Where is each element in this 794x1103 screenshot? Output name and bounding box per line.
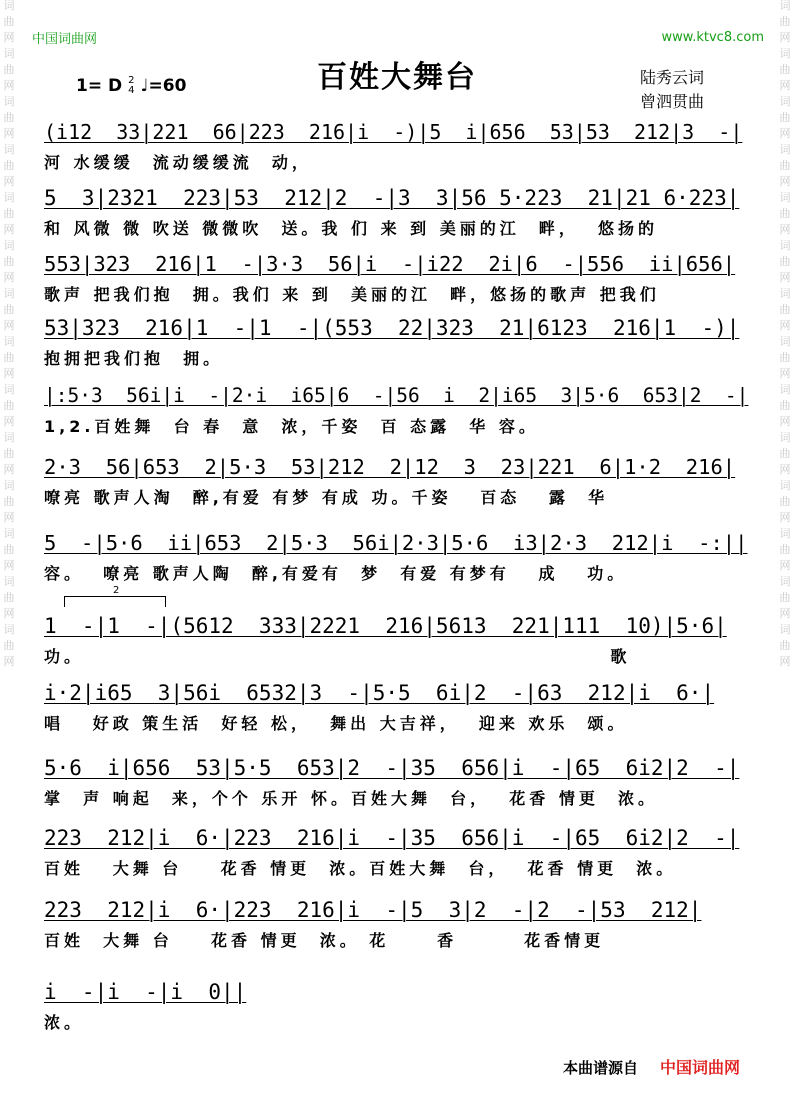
watermark-char: 网	[779, 271, 791, 284]
watermark-char: 曲	[3, 15, 15, 28]
watermark-char: 词	[779, 191, 791, 204]
footer-source: 本曲谱源自	[563, 1059, 639, 1077]
lyric-line: 掌 声 响起 来，个个 乐开 怀。百姓大舞 台， 花香 情更 浓。	[44, 789, 658, 808]
watermark-char: 词	[3, 239, 15, 252]
site-name[interactable]: 中国词曲网	[32, 32, 98, 47]
lyric-line: 功。 歌	[44, 647, 631, 666]
watermark-char: 曲	[779, 399, 791, 412]
watermark-char: 曲	[779, 255, 791, 268]
site-url[interactable]: www.ktvc8.com	[661, 30, 764, 45]
watermark-char: 网	[779, 511, 791, 524]
watermark-char: 词	[779, 575, 791, 588]
notation-line: 5 3|2321 223|53 212|2 -|3 3|56 5·223 21|21 6·223|	[44, 186, 740, 210]
footer-site[interactable]: 中国词曲网	[660, 1058, 741, 1077]
watermark-char: 词	[779, 0, 791, 12]
watermark-char: 曲	[779, 207, 791, 220]
watermark-char: 曲	[779, 15, 791, 28]
lyric-line: 浓。	[44, 1013, 85, 1032]
credits	[640, 66, 704, 114]
watermark-char: 网	[779, 655, 791, 668]
notation-line: 2·3 56|653 2|5·3 53|212 2|12 3 23|221 6|1·2 216|	[44, 455, 736, 479]
watermark-char: 网	[3, 127, 15, 140]
watermark-char: 曲	[3, 207, 15, 220]
watermark-char: 曲	[3, 255, 15, 268]
watermark-char: 曲	[779, 591, 791, 604]
watermark-char: 词	[779, 623, 791, 636]
watermark-char: 词	[3, 0, 15, 12]
watermark-char: 网	[3, 319, 15, 332]
watermark-char: 词	[3, 623, 15, 636]
time-signature	[128, 76, 134, 96]
notation-line: 223 212|i 6·|223 216|i -|5 3|2 -|2 -|53 212|	[44, 898, 702, 922]
lyric-line: 容。 嘹亮 歌声人陶 醉,有爱有 梦 有爱 有梦有 成 功。	[44, 564, 628, 583]
composer: 曾泗贯曲	[640, 92, 705, 111]
watermark-char: 词	[779, 527, 791, 540]
watermark-char: 词	[3, 335, 15, 348]
lyric-line: 百姓 大舞 台 花香 情更 浓。 花 香 花香情更	[44, 931, 605, 950]
watermark-char: 词	[3, 527, 15, 540]
notation-line: i·2|i65 3|56i 6532|3 -|5·5 6i|2 -|63 212|i 6·|	[44, 681, 715, 705]
time-top: 2	[128, 75, 135, 86]
watermark-char: 网	[779, 31, 791, 44]
watermark-char: 词	[3, 479, 15, 492]
watermark-char: 网	[3, 223, 15, 236]
watermark-char: 词	[3, 143, 15, 156]
watermark-char: 网	[779, 559, 791, 572]
watermark-char: 网	[3, 607, 15, 620]
watermark-char: 曲	[3, 111, 15, 124]
watermark-char: 词	[779, 431, 791, 444]
lyricist: 陆秀云词	[640, 68, 705, 87]
watermark-char: 曲	[3, 639, 15, 652]
watermark-char: 词	[3, 575, 15, 588]
watermark-char: 网	[3, 31, 15, 44]
watermark-char: 词	[779, 335, 791, 348]
watermark-char: 曲	[779, 111, 791, 124]
watermark-char: 词	[779, 239, 791, 252]
watermark-char: 词	[3, 383, 15, 396]
watermark-char: 网	[779, 367, 791, 380]
watermark-char: 网	[779, 175, 791, 188]
watermark-char: 曲	[779, 303, 791, 316]
watermark-char: 词	[3, 95, 15, 108]
side-watermark-right	[778, 0, 792, 1103]
lyric-line: 1,2.百姓舞 台 春 意 浓，千姿 百 态露 华 容。	[44, 417, 539, 436]
watermark-char: 网	[3, 175, 15, 188]
notation-line: |:5·3 56i|i -|2·i i65|6 -|56 i 2|i65 3|5·6 653|2 -|	[44, 384, 749, 407]
watermark-char: 词	[3, 431, 15, 444]
watermark-char: 词	[779, 47, 791, 60]
time-bottom: 4	[128, 85, 135, 96]
lyric-line: 百姓 大舞 台 花香 情更 浓。百姓大舞 台， 花香 情更 浓。	[44, 859, 677, 878]
notation-line: 1 -|1 -|(5612 333|2221 216|5613 221|111 10)|5·6|	[44, 614, 727, 638]
lyric-line: 抱拥把我们抱 拥。	[44, 349, 224, 368]
watermark-char: 网	[3, 655, 15, 668]
watermark-char: 词	[3, 287, 15, 300]
watermark-char: 曲	[3, 447, 15, 460]
lyric-line: 河 水缓缓 流动缓缓流 动，	[44, 153, 312, 172]
watermark-char: 曲	[779, 543, 791, 556]
tempo-marking: ♩=60	[140, 76, 187, 96]
watermark-char: 曲	[3, 303, 15, 316]
watermark-char: 词	[779, 479, 791, 492]
key-label: 1= D	[76, 76, 123, 96]
watermark-char: 词	[3, 191, 15, 204]
lyric-line: 唱 好政 策生活 好轻 松， 舞出 大吉祥， 迎来 欢乐 颂。	[44, 714, 628, 733]
watermark-char: 网	[3, 463, 15, 476]
lyric-line: 和 风微 微 吹送 微微吹 送。我 们 来 到 美丽的江 畔， 悠扬的	[44, 219, 658, 238]
watermark-char: 网	[779, 607, 791, 620]
lyric-line: 歌声 把我们抱 拥。我们 来 到 美丽的江 畔，悠扬的歌声 把我们	[44, 285, 660, 304]
footer	[563, 1055, 740, 1078]
watermark-char: 网	[779, 319, 791, 332]
notation-line: 553|323 216|1 -|3·3 56|i -|i22 2i|6 -|556 ii|656|	[44, 252, 736, 276]
watermark-char: 曲	[3, 399, 15, 412]
notation-line: 5·6 i|656 53|5·5 653|2 -|35 656|i -|65 6i2|2 -|	[44, 756, 740, 780]
watermark-char: 网	[779, 223, 791, 236]
watermark-char: 网	[3, 511, 15, 524]
watermark-char: 词	[779, 287, 791, 300]
page-title: 百姓大舞台	[317, 60, 477, 95]
watermark-char: 词	[779, 143, 791, 156]
notation-line: (i12 33|221 66|223 216|i -)|5 i|656 53|53 212|3 -|	[44, 120, 743, 144]
watermark-char: 曲	[3, 351, 15, 364]
watermark-char: 词	[3, 47, 15, 60]
watermark-char: 曲	[779, 159, 791, 172]
watermark-char: 曲	[3, 591, 15, 604]
watermark-char: 网	[3, 415, 15, 428]
volta-bracket	[64, 585, 166, 607]
key-signature	[76, 76, 186, 96]
notation-line: i -|i -|i 0||	[44, 980, 247, 1004]
watermark-char: 曲	[3, 159, 15, 172]
watermark-char: 曲	[779, 447, 791, 460]
notation-line: 53|323 216|1 -|1 -|(553 22|323 21|6123 216|1 -)|	[44, 316, 740, 340]
watermark-char: 曲	[3, 63, 15, 76]
watermark-char: 曲	[779, 639, 791, 652]
watermark-char: 曲	[779, 495, 791, 508]
notation-line: 223 212|i 6·|223 216|i -|35 656|i -|65 6i2|2 -|	[44, 826, 740, 850]
watermark-char: 网	[3, 79, 15, 92]
watermark-char: 网	[779, 79, 791, 92]
notation-line: 5 -|5·6 ii|653 2|5·3 56i|2·3|5·6 i3|2·3 212|i -:||	[44, 531, 748, 555]
watermark-char: 曲	[3, 543, 15, 556]
watermark-char: 网	[779, 463, 791, 476]
watermark-char: 曲	[779, 63, 791, 76]
watermark-char: 网	[3, 271, 15, 284]
watermark-char: 词	[779, 383, 791, 396]
watermark-char: 网	[3, 367, 15, 380]
watermark-char: 网	[3, 559, 15, 572]
side-watermark-left	[2, 0, 16, 1103]
watermark-char: 词	[779, 95, 791, 108]
lyric-line: 嘹亮 歌声人淘 醉,有爱 有梦 有成 功。千姿 百态 露 华	[44, 488, 609, 507]
watermark-char: 曲	[3, 495, 15, 508]
volta-label: 2	[113, 585, 120, 596]
watermark-char: 网	[779, 127, 791, 140]
watermark-char: 网	[779, 415, 791, 428]
watermark-char: 曲	[779, 351, 791, 364]
